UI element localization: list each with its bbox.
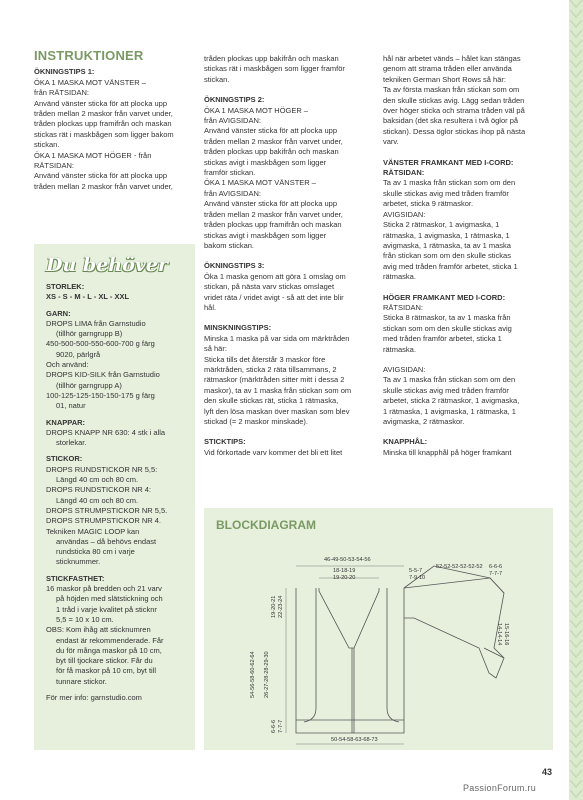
label-armhole-1: 19-20-21 bbox=[271, 595, 277, 618]
tip1-body bbox=[34, 78, 199, 192]
column-instructions bbox=[34, 48, 199, 192]
column-edges bbox=[383, 54, 553, 458]
left-edge-heading: VÄNSTER FRAMKANT MED I-CORD: bbox=[383, 157, 514, 167]
materials-content bbox=[46, 282, 191, 703]
text-line: baksidan (det ska resultera i två öglor på bbox=[383, 116, 519, 126]
text-line: Öka 1 maska genom att göra 1 omslag om bbox=[204, 271, 346, 281]
text-line: Använd vänster sticka för att plocka upp bbox=[204, 199, 337, 209]
tip3-heading: ÖKNINGSTIPS 3: bbox=[204, 261, 265, 271]
label-rib-1: 6-6-6 bbox=[271, 719, 277, 733]
buttons-heading: KNAPPAR: bbox=[46, 417, 86, 427]
yarn-line: Och använd: bbox=[46, 360, 89, 370]
text-line: den skulle stickas rät, sticka 1 rätmaska, bbox=[204, 396, 339, 406]
text-line: från AVIGSIDAN: bbox=[204, 116, 261, 126]
right-edge-heading: HÖGER FRAMKANT MED I-CORD: bbox=[383, 292, 506, 302]
text-line: över höger sticka och strama tråden väl på bbox=[383, 106, 525, 116]
col3-intro bbox=[383, 54, 553, 148]
block-diagram-box bbox=[204, 508, 553, 750]
label-rib-2: 7-7-7 bbox=[278, 719, 284, 733]
gauge-line: 16 maskor på bredden och 21 varv bbox=[46, 584, 162, 594]
text-line: ÖKA 1 MASKA MOT HÖGER – bbox=[204, 105, 309, 115]
text-line: märktråden, sticka 2 räta tillsammans, 2 bbox=[204, 364, 337, 374]
decrease-body bbox=[204, 334, 374, 428]
needles-line: DROPS STRUMPSTICKOR NR 5,5. bbox=[46, 505, 168, 515]
right-edge-body bbox=[383, 303, 553, 355]
text-line: vridet räta / vridet avigt - så att det inte blir bbox=[204, 292, 344, 302]
label-armhole-2: 22-23-24 bbox=[278, 595, 284, 618]
text-line: stickas rät i maskbågen som ligger bakom bbox=[34, 129, 174, 139]
cuff bbox=[484, 648, 504, 658]
text-line: Sticka 8 rätmaskor, ta av 1 maska från bbox=[383, 313, 511, 323]
gauge-line: på höjden med slätstickning och bbox=[56, 594, 163, 604]
text-line: stickas rät i maskbågen som ligger framför bbox=[204, 64, 345, 74]
block-diagram-title: BLOCKDIAGRAM bbox=[216, 518, 316, 532]
text-line: lyft den lösa maskan över maskan som blev bbox=[204, 406, 350, 416]
text-line: rätmaska. bbox=[383, 272, 416, 282]
text-line: arbetet, sticka 2 rätmaskor, 1 avigmaska, bbox=[383, 396, 520, 406]
text-line: framför stickan. bbox=[204, 168, 256, 178]
text-line: Sticka tills det återstår 3 maskor före bbox=[204, 354, 326, 364]
needles-list bbox=[46, 465, 191, 568]
text-line: den skulle stickas avig. Lägg sedan tråden bbox=[383, 95, 525, 105]
knit-texture-strip bbox=[569, 0, 583, 800]
text-line: RÄTSIDAN: bbox=[34, 161, 75, 171]
text-line: stickan som om den skulle stickas avig bbox=[383, 323, 512, 333]
tip3-body bbox=[204, 272, 374, 314]
needles-line: användas – då behövs endast bbox=[56, 536, 157, 546]
text-line: arbetet, sticka 9 rätmaskor. bbox=[383, 199, 474, 209]
text-line: tråden mellan 2 maskor från varvet under, bbox=[204, 136, 343, 146]
text-line: stickan). Dessa öglor stickas ihop på nästa bbox=[383, 126, 526, 136]
label-body-length: 54-56-58-60-62-64 bbox=[250, 651, 256, 698]
text-line: tråden mellan 2 maskor från varvet under, bbox=[34, 181, 173, 191]
text-line: avigmaska, 1 rätmaska, ta av 1 maska bbox=[383, 240, 511, 250]
needles-line: DROPS RUNDSTICKOR NR 4: bbox=[46, 485, 152, 495]
needles-line: rundsticka 80 cm i varje bbox=[56, 547, 135, 557]
text-line: från RÄTSIDAN: bbox=[34, 88, 90, 98]
text-line: rätmaskor (märktråden sitter mitt i dessa 2 bbox=[204, 375, 345, 385]
label-neck-2: 19-20-20 bbox=[333, 575, 356, 581]
page-number: 43 bbox=[542, 767, 553, 777]
label-sleeve-side-1: 14-14-14 bbox=[496, 623, 502, 646]
text-line: Använd vänster sticka för att plocka upp bbox=[34, 98, 167, 108]
needles-line: sticknummer. bbox=[56, 557, 101, 567]
text-line: från AVIGSIDAN: bbox=[204, 188, 261, 198]
text-line: stickan. bbox=[34, 140, 60, 150]
text-line: tekniken German Short Rows så här: bbox=[383, 74, 506, 84]
gauge-list bbox=[46, 584, 191, 687]
gauge-line: 1 tråd i varje kvalitet på sticknr bbox=[56, 604, 157, 614]
tip2-heading: ÖKNINGSTIPS 2: bbox=[204, 95, 265, 105]
text-line: stickan, på nästa varv stickas omslaget bbox=[204, 282, 335, 292]
text-line: med tråden framför arbetet, sticka 1 bbox=[383, 334, 502, 344]
knit-pattern bbox=[569, 0, 583, 800]
label-neck-1: 18-18-19 bbox=[333, 568, 356, 574]
label-sleeve-top: 52-52-52-52-52-52 bbox=[436, 564, 483, 570]
needles-line: DROPS STRUMPSTICKOR NR 4. bbox=[46, 516, 162, 526]
text-line: stickan. bbox=[204, 74, 230, 84]
buttons-list bbox=[46, 428, 191, 449]
text-line: rätmaska, 1 avigmaska, 1 rätmaska, 1 bbox=[383, 230, 510, 240]
gauge-line: byt till tjockare stickor. Får du bbox=[56, 656, 153, 666]
text-line: 1 rätmaska, 1 avigmaska, 1 rätmaska, 1 bbox=[383, 406, 516, 416]
left-edge-body bbox=[383, 178, 553, 282]
gauge-line: OBS: Kom ihåg att sticknumren bbox=[46, 625, 151, 635]
text-line: Ta av 1 maska från stickan som om den bbox=[383, 178, 516, 188]
text-line: Använd vänster sticka för att plocka upp bbox=[34, 171, 167, 181]
text-line: stickad (= 2 maskor minskade). bbox=[204, 417, 308, 426]
text-line: tråden plockas upp bakifrån och maskan bbox=[204, 147, 339, 157]
text-line: ÖKA 1 MASKA MOT VÄNSTER – bbox=[34, 77, 146, 87]
yarn-line: DROPS LIMA från Garnstudio bbox=[46, 318, 146, 328]
text-line: Minska 1 maska på var sida om märktråden bbox=[204, 333, 350, 343]
text-line: ÖKA 1 MASKA MOT VÄNSTER – bbox=[204, 178, 316, 188]
label-sleeve-side-2: 15-16-16 bbox=[503, 623, 509, 646]
label-cuff-1: 6-6-6 bbox=[489, 564, 503, 570]
text-line: rätmaska. bbox=[383, 344, 416, 354]
text-line: avig med tråden framför arbetet, sticka 1 bbox=[383, 261, 518, 271]
text-line: AVIGSIDAN: bbox=[383, 209, 426, 219]
text-line: varv. bbox=[383, 137, 399, 147]
text-line: maskor), ta av 1 maska från stickan som om bbox=[204, 385, 352, 395]
text-line: så här: bbox=[204, 344, 227, 354]
tip2-body bbox=[204, 106, 374, 252]
text-line: ÖKA 1 MASKA MOT HÖGER - från bbox=[34, 150, 152, 160]
column-tips bbox=[204, 54, 374, 458]
text-line: tråden plockas upp framifrån och maskan bbox=[204, 220, 342, 230]
buttons-line: DROPS KNAPP NR 630: 4 stk i alla bbox=[46, 427, 166, 437]
gauge-line: för få maskor på 10 cm, byt till bbox=[56, 666, 157, 676]
text-line: Ta av första maskan från stickan som om bbox=[383, 85, 520, 95]
materials-box bbox=[34, 244, 195, 750]
label-shoulder-1: 5-5-7 bbox=[409, 568, 423, 574]
watermark: PassionForum.ru bbox=[463, 783, 537, 793]
text-line: Vid förkortade varv kommer det bli ett litet bbox=[204, 447, 343, 457]
text-line: RÄTSIDAN: bbox=[383, 302, 424, 312]
left-edge-sub: RÄTSIDAN: bbox=[383, 168, 425, 178]
buttons-line: storlekar. bbox=[56, 438, 87, 448]
needles-line: Längd 40 cm och 80 cm. bbox=[56, 495, 139, 505]
yarn-line: DROPS KID-SILK från Garnstudio bbox=[46, 370, 160, 380]
text-line: Sticka 2 rätmaskor, 1 avigmaska, 1 bbox=[383, 220, 500, 230]
materials-title: Du behöver bbox=[46, 254, 168, 276]
yarn-line: 450-500-500-550-600-700 g färg bbox=[46, 339, 155, 349]
text-line: AVIGSIDAN: bbox=[383, 364, 426, 374]
yarn-line: 9020, pärlgrå bbox=[56, 349, 101, 359]
needles-heading: STICKOR: bbox=[46, 454, 83, 464]
needles-line: Tekniken MAGIC LOOP kan bbox=[46, 526, 140, 536]
cardigan-outline bbox=[296, 566, 504, 733]
text-line: genom att strama tråden eller använda bbox=[383, 64, 512, 74]
block-diagram bbox=[204, 508, 553, 750]
col2-intro bbox=[204, 54, 374, 85]
more-info-link[interactable]: För mer info: garnstudio.com bbox=[46, 692, 142, 702]
neckline bbox=[319, 588, 379, 648]
armhole bbox=[304, 588, 316, 722]
yarn-line: 01, natur bbox=[56, 401, 86, 411]
gauge-line: 5,5 = 10 x 10 cm. bbox=[56, 614, 114, 624]
label-bottom-width: 50-54-58-63-68-73 bbox=[331, 737, 378, 743]
decrease-heading: MINSKNINGSTIPS: bbox=[204, 323, 272, 333]
needles-line: Längd 40 cm och 80 cm. bbox=[56, 475, 139, 485]
yarn-line: 100-125-125-150-150-175 g färg bbox=[46, 390, 155, 400]
gauge-line: du för många maskor på 10 cm, bbox=[56, 645, 162, 655]
label-shoulder-2: 7-9-10 bbox=[409, 575, 426, 581]
text-line: stickas avigt i maskbågen som ligger bbox=[204, 157, 327, 167]
gauge-line: endast är rekommenderade. Får bbox=[56, 635, 164, 645]
text-line: bakom stickan. bbox=[204, 240, 255, 250]
text-line: hål när arbetet vänds – hålet kan stängas bbox=[383, 54, 521, 63]
text-line: avigmaska, 2 rätmaskor. bbox=[383, 417, 465, 426]
text-line: från stickan som om den skulle stickas bbox=[383, 251, 511, 261]
yarn-line: (tillhör garngrupp B) bbox=[56, 329, 123, 339]
yarn-heading: GARN: bbox=[46, 308, 71, 318]
text-line: tråden mellan 2 maskor från varvet under, bbox=[34, 109, 173, 119]
text-line: Minska till knapphål på höger framkant bbox=[383, 447, 512, 457]
text-line: skulle stickas avig med tråden framför bbox=[383, 385, 509, 395]
text-line: tråden plockas upp framifrån och maskan bbox=[34, 119, 172, 129]
text-line: Ta av 1 maska från stickan som om den bbox=[383, 375, 516, 385]
knit-tip-heading: STICKTIPS: bbox=[204, 437, 246, 447]
text-line: tråden mellan 2 maskor från varvet under, bbox=[204, 209, 343, 219]
label-body-inner: 26-27-28-28-29-30 bbox=[264, 651, 270, 698]
text-line: tråden plockas upp bakifrån och maskan bbox=[204, 54, 339, 63]
text-line: hål. bbox=[204, 302, 217, 312]
tip1-heading: ÖKNINGSTIPS 1: bbox=[34, 67, 95, 77]
yarn-line: (tillhör garngrupp A) bbox=[56, 380, 122, 390]
armhole-right bbox=[387, 588, 399, 722]
right-edge-body-wrong-side bbox=[383, 365, 553, 427]
knit-tip-body bbox=[204, 448, 374, 458]
gauge-line: tunnare stickor. bbox=[56, 676, 107, 686]
gauge-heading: STICKFASTHET: bbox=[46, 573, 105, 583]
text-line: stickas avigt i maskbågen som ligger bbox=[204, 230, 327, 240]
buttonhole-heading: KNAPPHÅL: bbox=[383, 437, 428, 447]
yarn-list bbox=[46, 319, 191, 412]
text-line: skulle stickas avig med tråden framför bbox=[383, 188, 509, 198]
size-list: XS - S - M - L - XL - XXL bbox=[46, 292, 130, 302]
size-heading: STORLEK: bbox=[46, 282, 85, 291]
buttonhole-body bbox=[383, 448, 553, 458]
needles-line: DROPS RUNDSTICKOR NR 5,5: bbox=[46, 464, 158, 474]
text-line: Använd vänster sticka för att plocka upp bbox=[204, 126, 337, 136]
label-cuff-2: 7-7-7 bbox=[489, 571, 503, 577]
section-title: INSTRUKTIONER bbox=[34, 48, 144, 63]
label-top-width: 46-49-50-53-54-56 bbox=[324, 557, 371, 563]
